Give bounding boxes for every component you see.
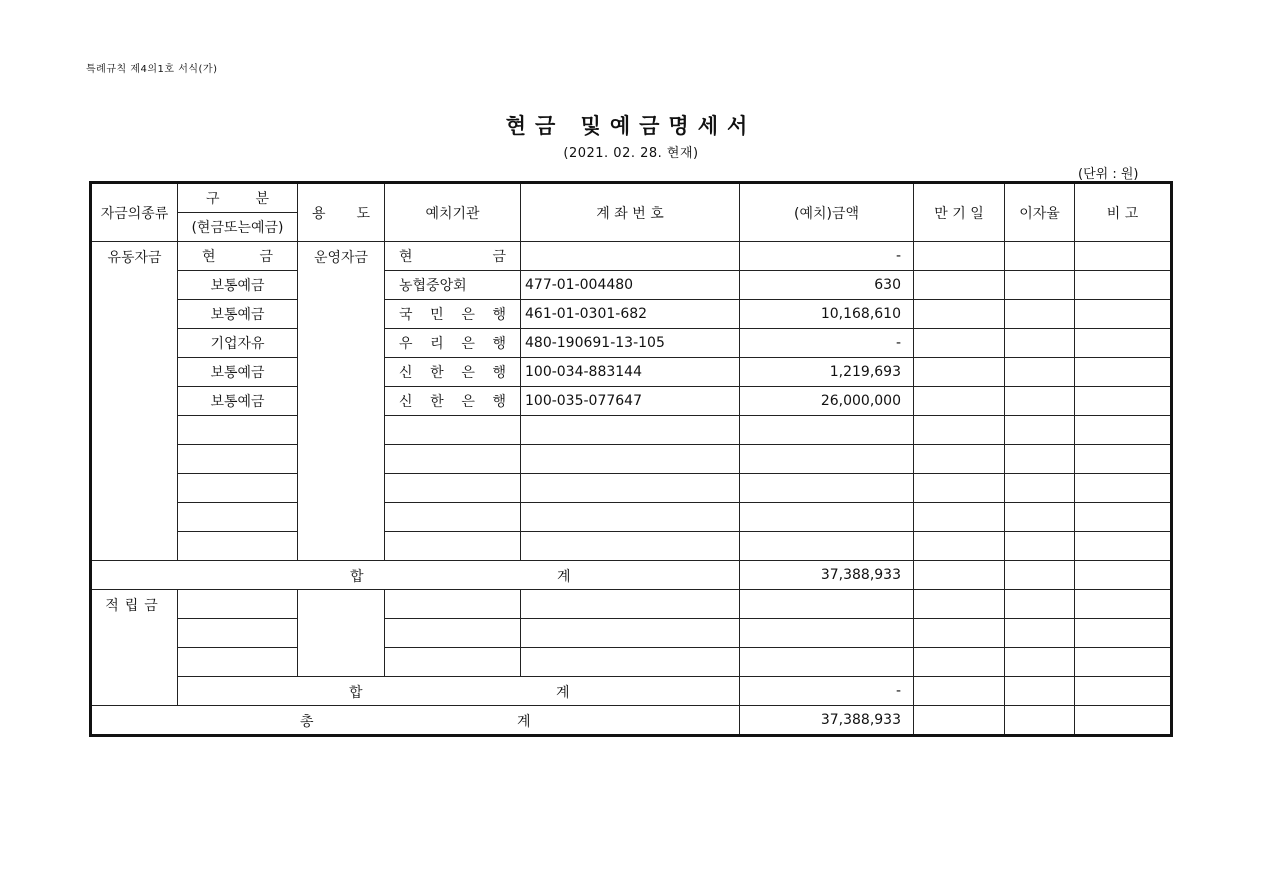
header-fund-type: 자금의종류 <box>91 183 178 242</box>
account-cell: 477-01-004480 <box>521 271 740 300</box>
table-row <box>91 474 1172 503</box>
institution-cell: 신 한 은 행 <box>385 358 521 387</box>
table-row <box>91 358 1172 387</box>
institution-cell: 신 한 은 행 <box>385 387 521 416</box>
table-row <box>91 532 1172 561</box>
account-cell: 480-190691-13-105 <box>521 329 740 358</box>
table-row <box>91 619 1172 648</box>
savings-subtotal-row <box>91 677 1172 706</box>
category-cell: 보통예금 <box>178 300 298 329</box>
grand-total-label <box>91 706 740 736</box>
category-cell: 기업자유 <box>178 329 298 358</box>
institution-cell: 농협중앙회 <box>385 271 521 300</box>
purpose-cell: 운영자금 <box>298 242 385 561</box>
account-cell: 100-034-883144 <box>521 358 740 387</box>
amount-cell: 26,000,000 <box>740 387 914 416</box>
header-remarks: 비 고 <box>1075 183 1172 242</box>
header-interest: 이자율 <box>1005 183 1075 242</box>
subtotal-label-a: 합 <box>349 685 363 701</box>
account-cell: 461-01-0301-682 <box>521 300 740 329</box>
fund-type-savings: 적립금 <box>91 590 178 706</box>
document-title: 현금 및예금명세서 <box>505 114 757 138</box>
current-subtotal-amount: 37,388,933 <box>740 561 914 590</box>
current-subtotal-label <box>91 561 740 590</box>
header-row-top <box>91 183 1172 213</box>
institution-cell: 국 민 은 행 <box>385 300 521 329</box>
header-category-sub: (현금또는예금) <box>178 213 298 242</box>
category-cell: 보통예금 <box>178 387 298 416</box>
header-account: 계 좌 번 호 <box>521 183 740 242</box>
grand-total-row <box>91 706 1172 736</box>
table-row <box>91 416 1172 445</box>
unit-note: (단위 : 원) <box>1078 167 1139 182</box>
subtotal-label-b: 계 <box>556 685 570 701</box>
header-maturity: 만 기 일 <box>914 183 1005 242</box>
table-row <box>91 271 1172 300</box>
table-row <box>91 445 1172 474</box>
grand-total-label-a: 총 <box>300 714 314 730</box>
subtotal-label-b: 계 <box>557 569 571 585</box>
table-row <box>91 387 1172 416</box>
grand-total-amount: 37,388,933 <box>740 706 914 736</box>
table-row <box>91 503 1172 532</box>
table-row <box>91 242 1172 271</box>
subtotal-label-a: 합 <box>350 569 364 585</box>
table-row <box>91 590 1172 619</box>
grand-total-label-b: 계 <box>517 714 531 730</box>
header-institution: 예치기관 <box>385 183 521 242</box>
amount-cell: - <box>740 329 914 358</box>
table-row <box>91 648 1172 677</box>
header-purpose: 용 도 <box>298 183 385 242</box>
amount-cell: - <box>740 242 914 271</box>
table-row <box>91 300 1172 329</box>
table-row <box>91 329 1172 358</box>
amount-cell: 1,219,693 <box>740 358 914 387</box>
institution-cell: 현 금 <box>385 242 521 271</box>
fund-type-current: 유동자금 <box>91 242 178 561</box>
savings-subtotal-label <box>178 677 740 706</box>
amount-cell: 630 <box>740 271 914 300</box>
account-cell <box>521 242 740 271</box>
header-category: 구 분 <box>178 183 298 213</box>
document-date: (2021. 02. 28. 현재) <box>563 146 699 161</box>
category-cell: 보통예금 <box>178 271 298 300</box>
form-number-note: 특례규칙 제4의1호 서식(가) <box>86 64 218 75</box>
amount-cell: 10,168,610 <box>740 300 914 329</box>
institution-cell: 우 리 은 행 <box>385 329 521 358</box>
header-amount: (예치)금액 <box>740 183 914 242</box>
savings-subtotal-amount: - <box>740 677 914 706</box>
cash-deposit-table <box>89 181 1173 737</box>
category-cell: 현 금 <box>178 242 298 271</box>
account-cell: 100-035-077647 <box>521 387 740 416</box>
category-cell: 보통예금 <box>178 358 298 387</box>
current-subtotal-row <box>91 561 1172 590</box>
